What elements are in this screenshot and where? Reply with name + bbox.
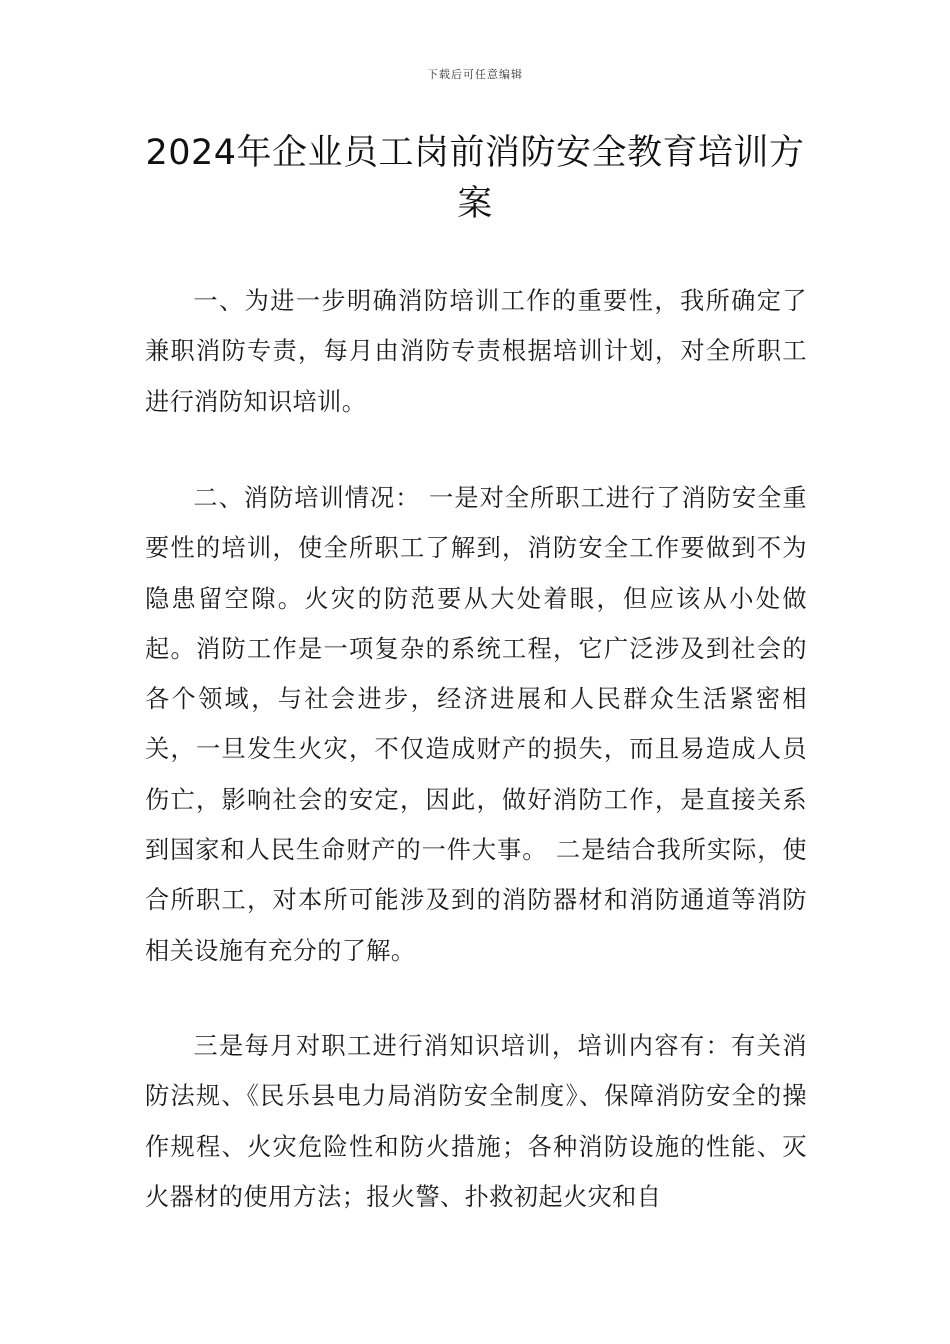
- paragraph-2: 二、消防培训情况： 一是对全所职工进行了消防安全重要性的培训，使全所职工了解到，消防安全工作要做到不为隐患留空隙。火灾的防范要从大处着眼，但应该从小处做起。消防工作是一项复杂的系统工程，它广泛涉及到社会的各个领域，与社会进步，经济进展和人民群众生活紧密相关，一旦发生火灾，不仅造成财产的损失，而且易造成人员伤亡，影响社会的安定，因此，做好消防工作，是直接关系到国家和人民生命财产的一件大事。 二是结合我所实际，使合所职工，对本所可能涉及到的消防器材和消防通道等消防相关设施有充分的了解。: [145, 484, 807, 965]
- document-title: 2024年企业员工岗前消防安全教育培训方案: [145, 133, 805, 224]
- page-header-note: 下载后可任意编辑: [427, 68, 523, 81]
- paragraph-1: 一、为进一步明确消防培训工作的重要性，我所确定了兼职消防专责，每月由消防专责根据培训计划，对全所职工进行消防知识培训。: [145, 287, 807, 416]
- paragraph-3: 三是每月对职工进行消知识培训，培训内容有：有关消防法规、《民乐县电力局消防安全制度》、保障消防安全的操作规程、火灾危险性和防火措施；各种消防设施的性能、灭火器材的使用方法；报火警、扑救初起火灾和自: [145, 1032, 807, 1211]
